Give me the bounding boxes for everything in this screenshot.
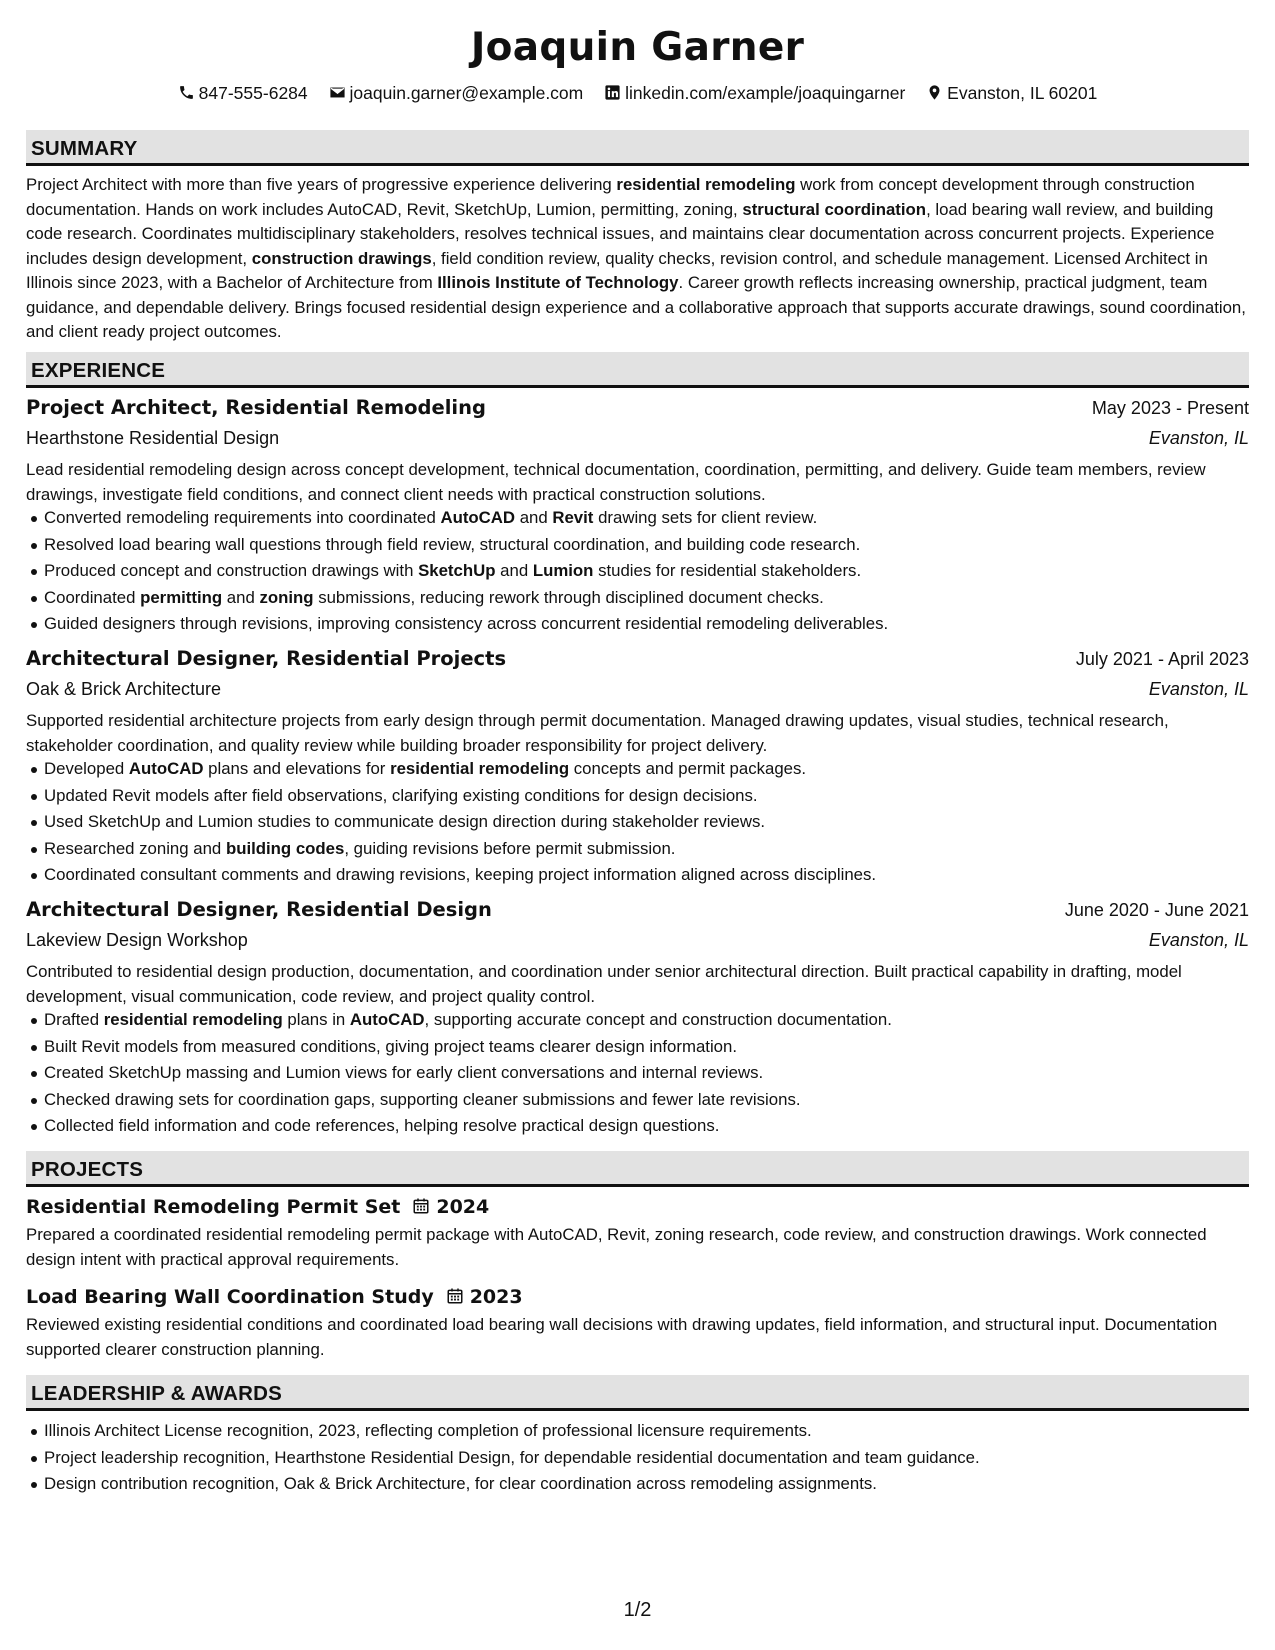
job-bullets bbox=[26, 505, 1249, 638]
job-bullets bbox=[26, 756, 1249, 889]
list-item: Design contribution recognition, Oak & Brick Architecture, for clear coordination across remodeling assignments. bbox=[26, 1471, 1249, 1498]
email-link[interactable]: joaquin.garner@example.com bbox=[349, 83, 584, 104]
list-item: Resolved load bearing wall questions through field review, structural coordination, and building code research. bbox=[26, 532, 1249, 559]
envelope-icon bbox=[329, 84, 346, 101]
list-item: Built Revit models from measured conditions, giving project teams clearer design information. bbox=[26, 1034, 1249, 1061]
project-description: Reviewed existing residential conditions and coordinated load bearing wall decisions with drawing updates, field information, and structural input. Documentation supported clearer construction planning. bbox=[26, 1315, 1218, 1359]
section-header-leadership bbox=[26, 1375, 1249, 1411]
contact-line bbox=[26, 79, 1249, 106]
list-item: Collected field information and code references, helping resolve practical design questions. bbox=[26, 1113, 1249, 1140]
section-header-projects bbox=[26, 1151, 1249, 1187]
project-description: Prepared a coordinated residential remodeling permit package with AutoCAD, Revit, zoning research, code review, and construction drawings. Work connected design intent with practical approval requirements. bbox=[26, 1225, 1207, 1269]
job-location: Evanston, IL bbox=[1148, 428, 1249, 448]
leadership-list bbox=[26, 1418, 1249, 1498]
project-year: 2024 bbox=[436, 1196, 490, 1218]
job-title: Project Architect, Residential Remodeling bbox=[26, 396, 486, 419]
list-item: Illinois Architect License recognition, 2023, reflecting completion of professional licensure requirements. bbox=[26, 1418, 1249, 1445]
job-dates: July 2021 - April 2023 bbox=[1075, 649, 1249, 669]
linkedin-icon bbox=[604, 84, 621, 101]
map-pin-icon bbox=[926, 84, 943, 101]
project-year: 2023 bbox=[469, 1286, 523, 1308]
list-item: Project leadership recognition, Hearthstone Residential Design, for dependable residential documentation and team guidance. bbox=[26, 1445, 1249, 1472]
job-location: Evanston, IL bbox=[1148, 930, 1249, 950]
contact-linkedin bbox=[604, 80, 905, 106]
list-item: Coordinated permitting and zoning submissions, reducing rework through disciplined document checks. bbox=[26, 585, 1249, 612]
list-item: Converted remodeling requirements into coordinated AutoCAD and Revit drawing sets for client review. bbox=[26, 505, 1249, 532]
job-dates: June 2020 - June 2021 bbox=[1064, 900, 1249, 920]
list-item: Researched zoning and building codes, guiding revisions before permit submission. bbox=[26, 836, 1249, 863]
resume-page bbox=[26, 0, 1249, 1650]
list-item: Created SketchUp massing and Lumion views for early client conversations and internal reviews. bbox=[26, 1060, 1249, 1087]
section-title: PROJECTS bbox=[31, 1158, 144, 1181]
list-item: Coordinated consultant comments and drawing revisions, keeping project information aligned across disciplines. bbox=[26, 862, 1249, 889]
list-item: Updated Revit models after field observations, clarifying existing conditions for design decisions. bbox=[26, 783, 1249, 810]
location-text: Evanston, IL 60201 bbox=[947, 83, 1098, 104]
section-title: LEADERSHIP & AWARDS bbox=[31, 1382, 282, 1405]
list-item: Developed AutoCAD plans and elevations for residential remodeling concepts and permit packages. bbox=[26, 756, 1249, 783]
linkedin-link[interactable]: linkedin.com/example/joaquingarner bbox=[625, 83, 906, 104]
job-title: Architectural Designer, Residential Projects bbox=[26, 647, 507, 670]
contact-phone bbox=[178, 80, 308, 106]
job-dates: May 2023 - Present bbox=[1091, 398, 1249, 418]
section-title: SUMMARY bbox=[31, 137, 138, 160]
job-description: Lead residential remodeling design across concept development, technical documentation, coordination, permitting, and delivery. Guide team members, review drawings, investigate field conditions, and connect client needs with practical construction solutions. bbox=[26, 460, 1206, 504]
section-header-experience bbox=[26, 352, 1249, 388]
contact-email bbox=[329, 80, 584, 106]
job-description: Contributed to residential design production, documentation, and coordination under senior architectural direction. Built practical capability in drafting, model development, visual communication, code review, and project quality control. bbox=[26, 962, 1182, 1006]
project-title-row bbox=[26, 1283, 523, 1311]
job-location: Evanston, IL bbox=[1148, 679, 1249, 699]
list-item: Checked drawing sets for coordination gaps, supporting cleaner submissions and fewer late revisions. bbox=[26, 1087, 1249, 1114]
list-item: Drafted residential remodeling plans in AutoCAD, supporting accurate concept and construction documentation. bbox=[26, 1007, 1249, 1034]
phone-icon bbox=[178, 84, 195, 101]
calendar-icon bbox=[446, 1287, 464, 1305]
contact-location bbox=[926, 80, 1097, 106]
job-company: Hearthstone Residential Design bbox=[26, 428, 280, 448]
phone-text[interactable]: 847-555-6284 bbox=[198, 83, 308, 104]
job-title: Architectural Designer, Residential Design bbox=[26, 898, 492, 921]
project-title: Load Bearing Wall Coordination Study bbox=[26, 1286, 434, 1308]
job-description: Supported residential architecture projects from early design through permit documentation. Managed drawing updates, visual studies, technical research, stakeholder coordination, and quality review while building broader responsibility for project delivery. bbox=[26, 711, 1169, 755]
job-company: Oak & Brick Architecture bbox=[26, 679, 222, 699]
project-title: Residential Remodeling Permit Set bbox=[26, 1196, 401, 1218]
list-item: Produced concept and construction drawings with SketchUp and Lumion studies for residential stakeholders. bbox=[26, 558, 1249, 585]
project-title-row bbox=[26, 1193, 489, 1221]
candidate-name: Joaquin Garner bbox=[470, 25, 805, 70]
list-item: Used SketchUp and Lumion studies to communicate design direction during stakeholder reviews. bbox=[26, 809, 1249, 836]
calendar-icon bbox=[412, 1197, 430, 1215]
job-bullets bbox=[26, 1007, 1249, 1140]
section-header-summary bbox=[26, 130, 1249, 166]
job-company: Lakeview Design Workshop bbox=[26, 930, 248, 950]
page-indicator: 1/2 bbox=[623, 1599, 652, 1621]
section-title: EXPERIENCE bbox=[31, 359, 166, 382]
list-item: Guided designers through revisions, improving consistency across concurrent residential remodeling deliverables. bbox=[26, 611, 1249, 638]
summary-text: Project Architect with more than five years of progressive experience delivering residential remodeling work from concept development through construction documentation. Hands on work includes AutoCAD, Revit, SketchUp, Lumion, permitting, zoning, structural coordination, load bearing wall review, and building code research. Coordinates multidisciplinary stakeholders, resolves technical issues, and maintains clear documentation across concurrent projects. Experience includes design development, construction drawings, field condition review, quality checks, revision control, and schedule management. Licensed Architect in Illinois since 2023, with a Bachelor of Architecture from Illinois Institute of Technology. Career growth reflects increasing ownership, practical judgment, team guidance, and dependable delivery. Brings focused residential design experience and a collaborative approach that supports accurate drawings, sound coordination, and client ready project outcomes. bbox=[26, 175, 1246, 341]
